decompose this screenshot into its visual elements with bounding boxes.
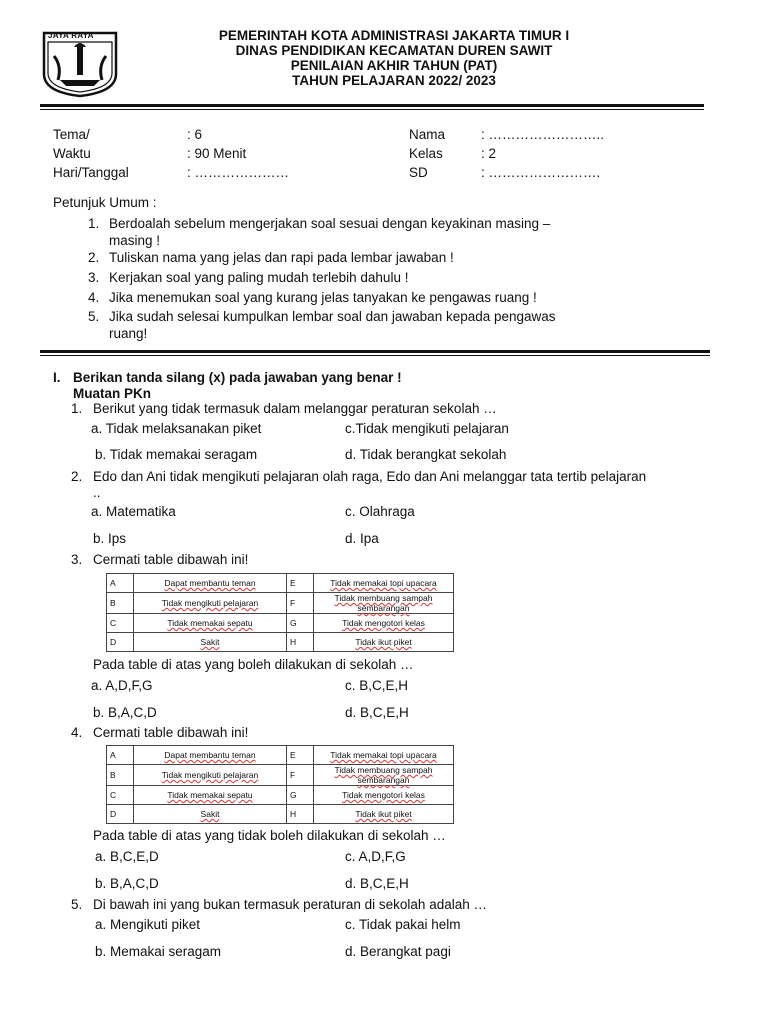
- table-cell: F: [287, 765, 314, 786]
- instruction-4-num: 4.: [88, 290, 100, 305]
- question-4-text: Cermati table dibawah ini!: [93, 725, 249, 740]
- sd-value: : …………………….: [481, 165, 601, 180]
- instruction-1-num: 1.: [88, 216, 100, 231]
- kelas-label: Kelas: [409, 146, 443, 161]
- section-title: Berikan tanda silang (x) pada jawaban yang benar !: [73, 370, 402, 385]
- question-5-num: 5.: [71, 897, 83, 912]
- table-row: [107, 574, 454, 593]
- logo-text: JAYA RAYA: [48, 31, 94, 40]
- question-3-prompt: Pada table di atas yang boleh dilakukan di sekolah …: [93, 657, 414, 672]
- question-3-option-c: c. B,C,E,H: [345, 678, 409, 693]
- question-2-option-a: a. Matematika: [91, 504, 176, 519]
- table-cell: F: [287, 593, 314, 614]
- question-4-table: [106, 745, 454, 824]
- instruction-2-text: Tuliskan nama yang jelas dan rapi pada lembar jawaban !: [109, 250, 454, 265]
- table-cell: Tidak memakai sepatu: [134, 786, 287, 805]
- instruction-5-num: 5.: [88, 309, 100, 324]
- nama-value: : ……………………..: [481, 127, 605, 142]
- instruction-4-text: Jika menemukan soal yang kurang jelas tanyakan ke pengawas ruang !: [109, 290, 537, 305]
- table-cell: C: [107, 786, 134, 805]
- table-cell: D: [107, 805, 134, 824]
- question-5-option-a: a. Mengikuti piket: [95, 917, 201, 932]
- table-cell: Tidak mengikuti pelajaran: [134, 765, 287, 786]
- table-cell: H: [287, 805, 314, 824]
- question-5-option-c: c. Tidak pakai helm: [345, 917, 461, 932]
- header-line-1: PEMERINTAH KOTA ADMINISTRASI JAKARTA TIMUR I: [218, 28, 570, 43]
- waktu-label: Waktu: [53, 146, 91, 161]
- kelas-value: : 2: [481, 146, 497, 161]
- table-cell: A: [107, 574, 134, 593]
- table-cell: Sakit: [134, 633, 287, 652]
- table-cell: Tidak mengikuti pelajaran: [134, 593, 287, 614]
- instruction-3-text: Kerjakan soal yang paling mudah terlebih dahulu !: [109, 270, 409, 285]
- instructions-divider-thin: [40, 355, 710, 356]
- header-divider: [40, 104, 704, 107]
- table-cell: Dapat membantu teman: [134, 746, 287, 765]
- table-cell: B: [107, 593, 134, 614]
- question-2-option-c: c. Olahraga: [345, 504, 415, 519]
- header-line-2: DINAS PENDIDIKAN KECAMATAN DUREN SAWIT: [235, 43, 553, 58]
- question-3-num: 3.: [71, 552, 83, 567]
- question-3-option-a: a. A,D,F,G: [91, 678, 153, 693]
- table-cell: D: [107, 633, 134, 652]
- question-2-text: Edo dan Ani tidak mengikuti pelajaran olah raga, Edo dan Ani melanggar tata tertib pelajaran: [93, 469, 647, 484]
- question-4-option-b: b. B,A,C,D: [95, 876, 159, 891]
- question-4-option-d: d. B,C,E,H: [345, 876, 409, 891]
- question-3-table: [106, 573, 454, 652]
- question-5-option-d: d. Berangkat pagi: [345, 944, 451, 959]
- table-cell: Tidak mengotori kelas: [314, 786, 454, 805]
- question-4-prompt: Pada table di atas yang tidak boleh dilakukan di sekolah …: [93, 828, 446, 843]
- table-row: [107, 786, 454, 805]
- table-cell: Tidak ikut piket: [314, 805, 454, 824]
- question-4-option-a: a. B,C,E,D: [95, 849, 159, 864]
- table-cell: Sakit: [134, 805, 287, 824]
- table-cell: E: [287, 746, 314, 765]
- table-cell: G: [287, 786, 314, 805]
- question-4-option-c: c. A,D,F,G: [345, 849, 406, 864]
- table-cell: E: [287, 574, 314, 593]
- sd-label: SD: [409, 165, 428, 180]
- table-cell: Tidak membuang sampah sembarangan: [314, 765, 454, 786]
- hari-label: Hari/Tanggal: [53, 165, 129, 180]
- question-1-option-c: c.Tidak mengikuti pelajaran: [345, 421, 509, 436]
- question-2-option-d: d. Ipa: [345, 531, 379, 546]
- table-cell: H: [287, 633, 314, 652]
- question-5-text: Di bawah ini yang bukan termasuk peraturan di sekolah adalah …: [93, 897, 487, 912]
- table-cell: Tidak memakai topi upacara: [314, 574, 454, 593]
- table-cell: Tidak membuang sampah sembarangan: [314, 593, 454, 614]
- question-2-option-b: b. Ips: [93, 531, 127, 546]
- table-cell: Tidak memakai sepatu: [134, 614, 287, 633]
- instruction-1-text-cont: masing !: [109, 233, 161, 248]
- instruction-5-text: Jika sudah selesai kumpulkan lembar soal dan jawaban kepada pengawas: [109, 309, 556, 324]
- table-row: [107, 805, 454, 824]
- header-line-4: TAHUN PELAJARAN 2022/ 2023: [292, 73, 496, 88]
- instruction-1-text: Berdoalah sebelum mengerjakan soal sesuai dengan keyakinan masing –: [109, 216, 551, 231]
- question-1-num: 1.: [71, 401, 83, 416]
- question-1-option-b: b. Tidak memakai seragam: [95, 447, 258, 462]
- instructions-title: Petunjuk Umum :: [53, 195, 157, 210]
- tema-label: Tema/: [53, 127, 90, 142]
- subject-label: Muatan PKn: [73, 386, 152, 401]
- table-row: [107, 593, 454, 614]
- header-divider-thin: [40, 109, 704, 110]
- question-1-text: Berikut yang tidak termasuk dalam melanggar peraturan sekolah …: [93, 401, 497, 416]
- table-cell: B: [107, 765, 134, 786]
- question-1-option-d: d. Tidak berangkat sekolah: [345, 447, 507, 462]
- table-cell: A: [107, 746, 134, 765]
- section-numeral: I.: [53, 370, 61, 385]
- table-cell: G: [287, 614, 314, 633]
- header-line-3: PENILAIAN AKHIR TAHUN (PAT): [290, 58, 498, 73]
- table-row: [107, 746, 454, 765]
- table-cell: Tidak ikut piket: [314, 633, 454, 652]
- instruction-2-num: 2.: [88, 250, 100, 265]
- question-3-option-b: b. B,A,C,D: [93, 705, 157, 720]
- table-cell: Dapat membantu teman: [134, 574, 287, 593]
- table-row: [107, 614, 454, 633]
- question-3-option-d: d. B,C,E,H: [345, 705, 409, 720]
- waktu-value: : 90 Menit: [187, 146, 247, 161]
- instruction-3-num: 3.: [88, 270, 100, 285]
- question-1-option-a: a. Tidak melaksanakan piket: [91, 421, 262, 436]
- question-4-num: 4.: [71, 725, 83, 740]
- question-3-text: Cermati table dibawah ini!: [93, 552, 249, 567]
- instructions-divider: [40, 350, 710, 353]
- table-cell: Tidak memakai topi upacara: [314, 746, 454, 765]
- table-cell: Tidak mengotori kelas: [314, 614, 454, 633]
- hari-value: : …………………: [187, 165, 290, 180]
- table-row: [107, 765, 454, 786]
- table-cell: C: [107, 614, 134, 633]
- tema-value: : 6: [187, 127, 203, 142]
- nama-label: Nama: [409, 127, 446, 142]
- question-2-text-cont: ..: [93, 485, 101, 500]
- instruction-5-text-cont: ruang!: [109, 326, 148, 341]
- table-row: [107, 633, 454, 652]
- question-5-option-b: b. Memakai seragam: [95, 944, 222, 959]
- question-2-num: 2.: [71, 469, 83, 484]
